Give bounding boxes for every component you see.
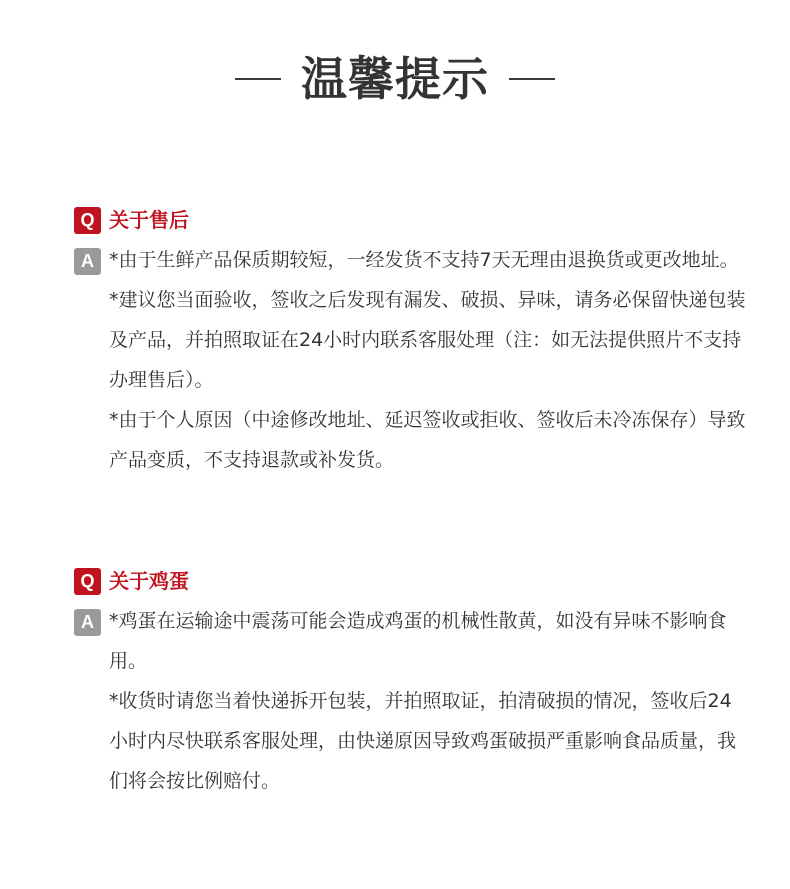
answer-row	[74, 240, 754, 480]
faq-section-after-sales	[74, 200, 754, 480]
title-divider-right	[509, 78, 555, 80]
answer-block	[109, 240, 749, 480]
answer-paragraph: *鸡蛋在运输途中震荡可能会造成鸡蛋的机械性散黄，如没有异味不影响食用。	[109, 610, 727, 672]
q-badge-icon: Q	[74, 207, 101, 234]
question-title: 关于售后	[109, 208, 189, 232]
q-badge-icon: Q	[74, 568, 101, 595]
page-header	[0, 48, 790, 110]
question-title: 关于鸡蛋	[109, 569, 189, 593]
answer-paragraph: *由于个人原因（中途修改地址、延迟签收或拒收、签收后未冷冻保存）导致产品变质，不支持退款或补发货。	[109, 409, 746, 471]
answer-paragraph: *收货时请您当着快递拆开包装，并拍照取证，拍清破损的情况，签收后24小时内尽快联系客服处理，由快递原因导致鸡蛋破损严重影响食品质量，我们将会按比例赔付。	[109, 690, 737, 792]
answer-block	[109, 601, 749, 801]
answer-paragraph: *建议您当面验收，签收之后发现有漏发、破损、异味，请务必保留快递包装及产品，并拍照取证在24小时内联系客服处理（注：如无法提供照片不支持办理售后）。	[109, 289, 746, 391]
a-badge-icon: A	[74, 609, 101, 636]
page-title: 温馨提示	[301, 52, 489, 106]
answer-row	[74, 601, 754, 801]
answer-paragraph: *由于生鲜产品保质期较短，一经发货不支持7天无理由退换货或更改地址。	[109, 249, 739, 271]
question-row	[74, 561, 754, 601]
a-badge-icon: A	[74, 248, 101, 275]
question-row	[74, 200, 754, 240]
faq-section-eggs	[74, 561, 754, 801]
